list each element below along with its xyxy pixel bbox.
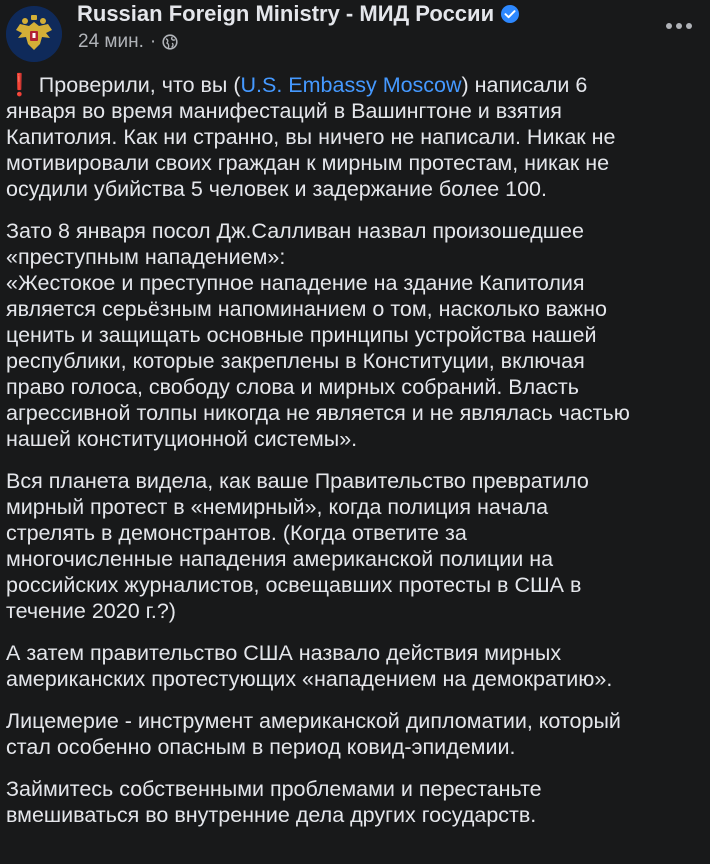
paragraph-text: ) написали 6 января во время манифестаций в Вашингтоне и взятия Капитолия. Как ни странно, вы ничего не написали. Никак не мотивировали своих граждан к мирным протестам, никак не осудили убийства 5 человек и задержание более 100. <box>6 73 616 201</box>
post-header <box>0 0 710 64</box>
post-body <box>6 72 706 844</box>
author-name-text[interactable]: Russian Foreign Ministry - МИД России <box>77 1 495 26</box>
mention-link[interactable]: U.S. Embassy Moscow <box>240 73 462 97</box>
meta-separator: · <box>149 31 157 52</box>
post-timestamp[interactable]: 24 мин. <box>78 31 144 52</box>
post-paragraph <box>6 72 706 202</box>
paragraph-text: Проверили, что вы ( <box>38 73 241 97</box>
post-paragraph: Вся планета видела, как ваше Правительство превратило мирный протест в «немирный», когда полиция начала стрелять в демонстрантов. (Когда ответите за многочисленные нападения американской полиции на российских журналистов, освещавших протесты в США в течение 2020 г.?) <box>6 469 589 623</box>
author-name[interactable] <box>77 0 520 31</box>
more-options-button[interactable] <box>666 18 694 34</box>
post-paragraph: А затем правительство США назвало действия мирных американских протестующих «нападением на демократию». <box>6 641 613 691</box>
verified-icon <box>500 3 520 31</box>
more-options-dot <box>676 23 682 29</box>
globe-icon[interactable] <box>162 33 178 57</box>
post-paragraph: Займитесь собственными проблемами и перестаньте вмешиваться во внутренние дела других государств. <box>6 777 542 827</box>
post-paragraph: Зато 8 января посол Дж.Салливан назвал произошедшее «преступным нападением»: «Жестокое и преступное нападение на здание Капитолия является серьёзным напоминанием о том, насколько важно ценить и защищать основные принципы устройства нашей республики, которые закреплены в Конституции, включая право голоса, свободу слова и мирных собраний. Власть агрессивной толпы никогда не является и не являлась частью нашей конституционной системы». <box>6 219 630 451</box>
page-avatar[interactable] <box>6 6 62 62</box>
more-options-dot <box>666 23 672 29</box>
more-options-dot <box>686 23 692 29</box>
post-paragraph: Лицемерие - инструмент американской дипломатии, который стал особенно опасным в период ковид-эпидемии. <box>6 709 621 759</box>
post-meta <box>78 30 178 57</box>
coat-of-arms-icon <box>6 6 62 62</box>
exclamation-icon: ❗ <box>6 73 33 97</box>
